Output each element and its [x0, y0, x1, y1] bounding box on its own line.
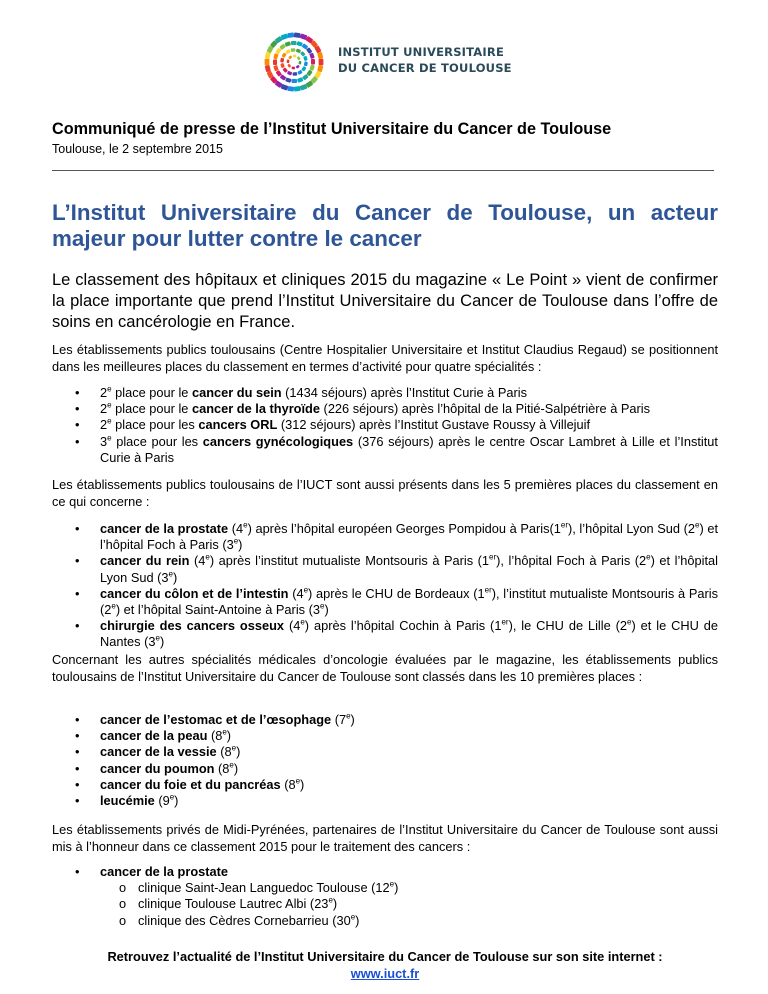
logo-petal [287, 32, 294, 38]
list-item [52, 521, 718, 553]
logo-petal [297, 56, 301, 60]
specialty: cancer du poumon [100, 760, 215, 776]
list-item [52, 417, 718, 433]
rank: 2 [100, 401, 108, 417]
text: ) [236, 744, 241, 760]
paragraph-top-ten: Concernant les autres spécialités médicales d’oncologie évaluées par le magazine, les établissements publics toulousains de l’Institut Universitaire du Cancer de Toulouse sont classés dans les 10 premières places : [52, 652, 718, 684]
sunburst-logo-icon [262, 32, 328, 94]
bullet-icon: o [119, 912, 127, 928]
rank-suffix: e [300, 617, 305, 627]
logo-petal [285, 49, 291, 54]
specialty: cancers ORL [198, 417, 278, 433]
bullet-icon: • [75, 793, 80, 809]
logo-petal [293, 72, 298, 76]
logo-petal [319, 59, 324, 66]
rank-suffix: e [295, 776, 301, 786]
logo-line-1: INSTITUT UNIVERSITAIRE [338, 45, 504, 59]
bullet-icon: • [75, 744, 80, 760]
logo-petal [291, 48, 296, 52]
footer-text: Retrouvez l’actualité de l’Institut Universitaire du Cancer de Toulouse sur son site internet : [107, 949, 663, 964]
rank-suffix: e [243, 520, 248, 530]
logo-petal [311, 59, 315, 65]
list-item [52, 586, 718, 618]
rank-suffix: e [107, 417, 112, 427]
text: place pour le [111, 385, 192, 400]
bullet-icon: • [75, 433, 80, 449]
paragraph-public-ranking: Les établissements publics toulousains (Centre Hospitalier Universitaire et Institut Claudius Regaud) se positionnent dans les meilleures places du classement en termes d’activité pour quatre spécialités : [52, 342, 718, 374]
bullet-icon: • [75, 864, 80, 879]
text: ), le CHU de Lille (2 [508, 618, 628, 634]
specialty: cancer de la vessie [100, 744, 217, 760]
text: (8 [280, 776, 296, 792]
intro-paragraph: Le classement des hôpitaux et cliniques 2015 du magazine « Le Point » vient de confirmer la place importante que prend l’Institut Universitaire du Cancer de Toulouse dans l’offre de soins en cancérologie en France. [52, 271, 718, 331]
bullet-icon: o [119, 896, 127, 912]
text: clinique Saint-Jean Languedoc Toulouse (12 [138, 880, 390, 896]
text: ) [300, 776, 305, 792]
rank-suffix: er [501, 617, 509, 627]
logo-petal [287, 71, 292, 76]
paragraph-private: Les établissements privés de Midi-Pyrénées, partenaires de l’Institut Universitaire du Cancer de Toulouse sont aussi mis à l’honneur dans ce classement 2015 pour le traitement des cancers : [52, 822, 718, 854]
bullet-icon: • [75, 417, 80, 433]
list-item [52, 744, 718, 760]
rank-suffix: e [303, 585, 309, 595]
rank-suffix: er [484, 585, 492, 595]
text: (4 [189, 553, 206, 569]
logo-petal [287, 86, 294, 92]
logo-petal [300, 51, 306, 57]
logo-petal [285, 77, 291, 82]
text: ) [350, 712, 355, 727]
rank-suffix: e [107, 400, 112, 410]
text: ) après l’hôpital Cochin à Paris (1 [304, 618, 502, 634]
list-item [52, 761, 718, 777]
logo-petal [293, 55, 297, 58]
logo-petal [291, 66, 295, 69]
rank-suffix: e [389, 879, 395, 889]
rank-suffix: e [107, 384, 112, 394]
logo-petal [297, 77, 303, 83]
logo-petal [309, 53, 315, 59]
sub-list-item [100, 896, 718, 912]
bullet-icon: • [75, 760, 80, 776]
logo-petal [301, 66, 306, 72]
specialty: leucémie [100, 793, 155, 809]
clinic-sublist [100, 880, 718, 929]
text: place pour les [111, 433, 203, 449]
text: (1434 séjours) après l’Institut Curie à Paris [281, 385, 527, 400]
specialty: cancer du foie et du pancréas [100, 776, 281, 792]
rank-suffix: e [205, 553, 210, 563]
logo-petal [296, 48, 301, 53]
logo-petal [304, 61, 308, 66]
top-ten-list [52, 712, 718, 809]
specialty: cancer du rein [100, 553, 190, 569]
rank-suffix: e [346, 711, 351, 721]
footer [52, 948, 718, 982]
sub-list-item [100, 880, 718, 896]
specialty: cancer du côlon et de l’intestin [100, 585, 289, 601]
bullet-icon: • [75, 401, 80, 417]
text: place pour les [111, 417, 199, 433]
rank-suffix: e [229, 760, 234, 770]
text: ), l’institut mutualiste Montsouris à Paris (2 [100, 585, 718, 618]
logo-petal [291, 41, 297, 45]
list-item [52, 401, 718, 417]
paragraph-top-five: Les établissements publics toulousains de l’IUCT sont aussi présents dans les 5 premières places du classement en ce qui concerne : [52, 477, 718, 509]
press-date: Toulouse, le 2 septembre 2015 [52, 142, 223, 156]
text: ) et l’hôpital Saint-Antoine à Paris (3 [115, 602, 320, 618]
logo-petal [287, 59, 290, 63]
private-list [52, 864, 718, 929]
list-item [52, 793, 718, 809]
website-link[interactable]: www.iuct.fr [350, 966, 420, 981]
top-five-list [52, 521, 718, 651]
rank: 2 [100, 385, 108, 400]
text: (226 séjours) après l’hôpital de la Pitié-Salpétrière à Paris [320, 401, 651, 417]
bullet-icon: • [75, 385, 80, 400]
logo-petal [273, 59, 277, 65]
rank-suffix: e [222, 727, 227, 737]
rank: 2 [100, 417, 108, 433]
bullet-icon: • [75, 776, 80, 792]
rank-suffix: e [168, 569, 173, 579]
logo-petal [294, 32, 301, 38]
text: ) après l’hôpital européen Georges Pompidou à Paris(1 [247, 521, 561, 536]
text: clinique Toulouse Lautrec Albi (23 [138, 896, 329, 912]
bullet-icon: • [75, 553, 80, 569]
text: ) [332, 896, 338, 912]
logo-petal [298, 61, 301, 65]
logo-petal [265, 59, 270, 66]
specialty: cancer de la prostate [100, 521, 229, 536]
rank-suffix: e [695, 520, 700, 530]
rank-suffix: e [233, 536, 239, 546]
text: ) [238, 537, 243, 553]
rank-suffix: e [350, 912, 356, 922]
text: ) [394, 880, 399, 896]
text: ), l’hôpital Foch à Paris (2 [496, 553, 647, 569]
press-title: Communiqué de presse de l’Institut Universitaire du Cancer de Toulouse [52, 120, 612, 138]
logo-petal [287, 64, 291, 68]
text: (376 séjours) après le centre Oscar Lambret à Lille et l’Institut Curie à Paris [100, 433, 718, 465]
rank-suffix: e [646, 553, 651, 563]
text: ) et le CHU de Nantes (3 [100, 618, 718, 650]
logo-petal [297, 70, 303, 75]
logo-petal [265, 65, 271, 72]
text: (9 [154, 793, 170, 809]
text: ) et l’hôpital Lyon Sud (3 [100, 553, 719, 585]
rank-suffix: e [320, 601, 325, 611]
list-item [52, 553, 718, 585]
text: (4 [284, 618, 301, 634]
bullet-icon: • [75, 712, 80, 727]
list-item [52, 712, 718, 728]
specialty: cancer de la thyroïde [191, 401, 320, 417]
list-item [52, 385, 718, 401]
list-item [52, 777, 718, 793]
text: (312 séjours) après l’Institut Gustave Roussy à Villejuif [277, 417, 591, 433]
text: ) [159, 634, 165, 650]
logo-petal [296, 65, 300, 69]
list-item [52, 728, 718, 744]
text: ) [233, 760, 239, 776]
specialty: cancer de l’estomac et de l’œsophage [100, 712, 332, 727]
header-divider [52, 170, 714, 171]
specialty: cancer du sein [191, 385, 282, 400]
text: ) [173, 569, 178, 585]
specialty: chirurgie des cancers osseux [100, 618, 285, 634]
text: ) [226, 728, 232, 744]
rank-suffix: e [231, 744, 237, 754]
rank-suffix: er [489, 553, 497, 563]
text: ), l’hôpital Lyon Sud (2 [568, 521, 696, 536]
text: ) et l’hôpital Foch à Paris (3 [100, 521, 719, 553]
rank-suffix: e [155, 634, 160, 644]
logo-petal [280, 63, 285, 68]
rank-suffix: e [107, 433, 112, 443]
logo-petal [303, 56, 308, 61]
logo-petal [317, 52, 323, 59]
rank-suffix: e [328, 896, 333, 906]
logo-text [338, 44, 512, 76]
bullet-icon: o [119, 880, 127, 896]
text: (4 [288, 585, 304, 601]
rank-suffix: e [111, 601, 116, 611]
specialties-list [52, 385, 718, 466]
bullet-icon: • [75, 618, 80, 634]
text: (4 [228, 521, 244, 536]
bullet-icon: • [75, 728, 80, 744]
text: ) après le CHU de Bordeaux (1 [308, 585, 485, 601]
specialty: cancers gynécologiques [202, 433, 354, 449]
list-item [52, 864, 718, 929]
press-header [52, 120, 718, 156]
specialty: cancer de la peau [100, 728, 208, 744]
rank-suffix: e [169, 792, 175, 802]
sub-list-item [100, 913, 718, 929]
text: (8 [216, 744, 232, 760]
logo-petal [280, 58, 284, 63]
logo-petal [281, 52, 286, 58]
logo-petal [294, 86, 301, 92]
text: (8 [214, 760, 230, 776]
rank-suffix: e [627, 617, 632, 627]
logo-petal [273, 53, 278, 59]
bullet-icon: • [75, 585, 80, 601]
logo-petal [273, 65, 279, 71]
logo-petal [282, 67, 288, 73]
text: (7 [331, 712, 347, 727]
private-list-title: cancer de la prostate [100, 864, 229, 879]
text: ) [174, 793, 179, 809]
bullet-icon: • [75, 521, 80, 536]
list-item [52, 434, 718, 466]
text: ) après l’institut mutualiste Montsouris à Paris (1 [209, 553, 490, 569]
logo-petal [285, 41, 291, 47]
text: clinique des Cèdres Cornebarrieu (30 [138, 912, 351, 928]
text: (8 [207, 728, 223, 744]
logo-petal [309, 64, 314, 70]
text: ) [324, 602, 329, 618]
text: place pour le [111, 401, 192, 417]
logo-line-2: DU CANCER DE TOULOUSE [338, 61, 512, 75]
rank: 3 [100, 433, 108, 449]
list-item [52, 618, 718, 650]
logo-petal [288, 55, 292, 59]
logo-petal [291, 79, 297, 83]
logo-petal [296, 41, 302, 46]
headline: L’Institut Universitaire du Cancer de Toulouse, un acteur majeur pour lutter contre le cancer [52, 200, 718, 251]
rank-suffix: er [560, 520, 568, 530]
text: ) [355, 912, 360, 928]
